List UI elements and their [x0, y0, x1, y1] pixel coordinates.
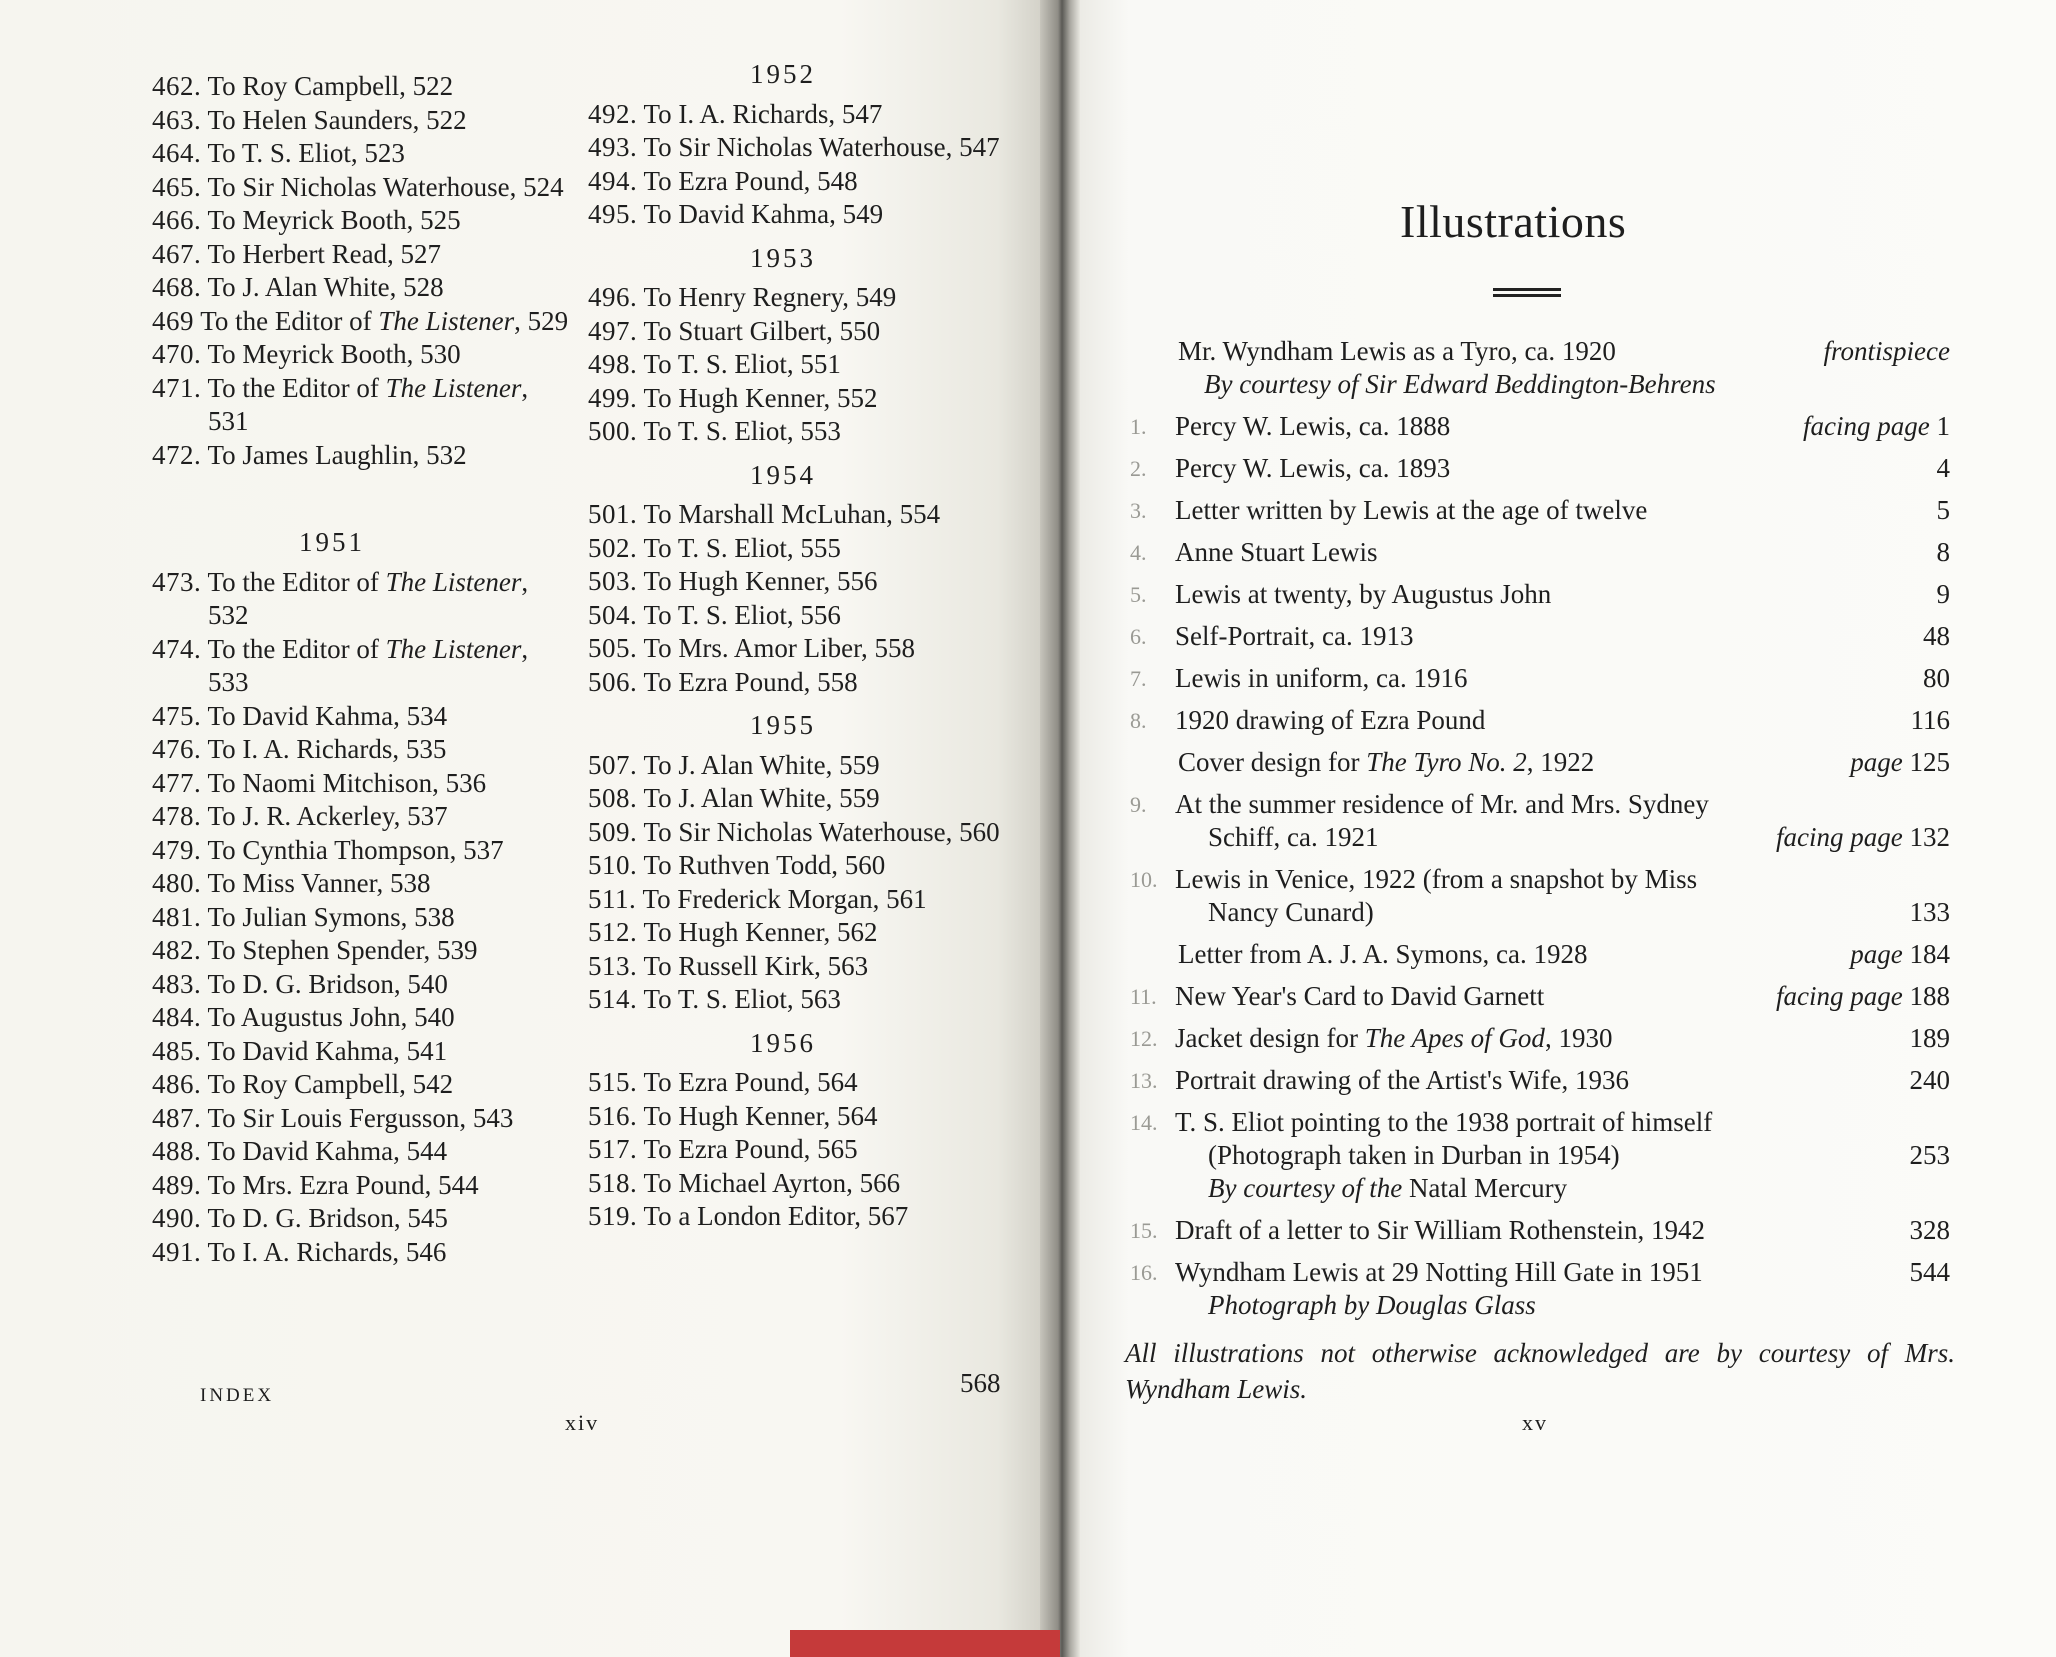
letter-entry [152, 700, 572, 734]
letter-entry [152, 372, 572, 439]
letter-entry [152, 305, 572, 339]
letter-number: 497. [588, 315, 638, 346]
letter-text: To David Kahma, 534 [207, 700, 448, 731]
letter-text-post: , 533 [208, 633, 529, 697]
letter-number: 491. [152, 1236, 202, 1267]
letter-text: To T. S. Eliot, 556 [643, 599, 841, 630]
illustration-page: 9 [1936, 579, 1950, 609]
illustration-page: 4 [1936, 453, 1950, 483]
letter-text-pre: To the Editor of [207, 633, 386, 664]
illustration-text: Lewis in uniform, ca. 1916 [1175, 663, 1468, 693]
letter-text: To Meyrick Booth, 530 [207, 339, 461, 369]
letter-text: To T. S. Eliot, 563 [643, 984, 841, 1014]
page-folio-left: xiv [565, 1410, 600, 1435]
letter-number: 477. [152, 767, 202, 798]
letter-number: 490. [152, 1203, 202, 1233]
letter-number: 514. [588, 984, 638, 1014]
letter-number: 518. [588, 1167, 638, 1198]
illustration-number: 1. [1130, 414, 1147, 439]
illustration-page-cell [1937, 578, 1951, 611]
letter-entry [588, 131, 1008, 165]
letter-entry [152, 800, 572, 834]
letter-entry [152, 633, 572, 700]
illustration-number: 2. [1130, 456, 1147, 481]
letter-entry [588, 198, 1008, 232]
letter-text-it: The Listener [385, 633, 522, 664]
letter-entry [588, 532, 1008, 566]
letter-number: 463. [152, 104, 202, 135]
illustration-credit: Photograph by Douglas Glass [1208, 1290, 1536, 1320]
letter-number: 501. [588, 499, 638, 529]
letter-number: 462. [152, 71, 202, 101]
cover-design-post: , 1922 [1526, 747, 1595, 777]
letter-text: To Stephen Spender, 539 [207, 935, 478, 965]
illustration-page: 1 [1936, 411, 1950, 441]
illustration-row [1130, 410, 1950, 443]
year-heading-1953: 1953 [750, 242, 816, 273]
illustration-page: 328 [1909, 1215, 1950, 1245]
contents-column-b [588, 58, 1008, 1234]
letter-text: To a London Editor, 567 [643, 1201, 909, 1231]
letter-text: To David Kahma, 541 [207, 1035, 448, 1066]
illustration-page-cell [1937, 494, 1951, 527]
letter-text: To David Kahma, 544 [207, 1136, 448, 1166]
symons-letter-row [1130, 938, 1950, 971]
letter-entry [152, 867, 572, 901]
letter-text: To D. G. Bridson, 545 [207, 1203, 448, 1233]
letter-text: To Sir Louis Fergusson, 543 [207, 1102, 514, 1133]
letter-number: 481. [152, 901, 202, 932]
title-rule [1493, 288, 1561, 297]
letter-number: 472. [152, 439, 202, 470]
letter-entry [588, 165, 1008, 199]
letter-text-pre: To the Editor of [207, 566, 386, 597]
letter-entry [152, 1068, 572, 1102]
letter-number: 499. [588, 382, 638, 413]
letter-number: 495. [588, 199, 638, 229]
symons-letter-page-label: page [1850, 939, 1903, 969]
book-cover-edge [790, 1630, 1060, 1657]
illustration-text-line2: Schiff, ca. 1921 [1208, 822, 1379, 852]
letter-entry [152, 338, 572, 372]
letter-text: To Mrs. Amor Liber, 558 [643, 633, 916, 663]
illustration-number: 16. [1130, 1260, 1158, 1285]
letter-number: 504. [588, 599, 638, 630]
cover-design-row [1130, 746, 1950, 779]
letter-text: To T. S. Eliot, 551 [643, 349, 841, 379]
letter-entry [152, 204, 572, 238]
letter-number: 485. [152, 1035, 202, 1066]
illustration-page: 240 [1909, 1065, 1950, 1095]
letter-entry [152, 70, 572, 104]
letter-entry [588, 666, 1008, 700]
letter-text: To T. S. Eliot, 555 [643, 532, 841, 563]
illustration-number: 7. [1130, 666, 1147, 691]
illustration-page-label: facing page [1776, 822, 1903, 852]
illustration-text: Draft of a letter to Sir William Rothenstein, 1942 [1175, 1215, 1706, 1245]
year-heading-1952: 1952 [750, 59, 816, 89]
letter-text: To Cynthia Thompson, 537 [207, 834, 504, 865]
letter-text: To Hugh Kenner, 556 [643, 566, 878, 596]
illustration-text: Letter written by Lewis at the age of twelve [1175, 495, 1648, 525]
index-label: INDEX [200, 1385, 275, 1406]
letter-text-post: , 532 [208, 566, 529, 630]
letter-text: To I. A. Richards, 547 [643, 98, 883, 129]
letter-text: To D. G. Bridson, 540 [207, 968, 448, 999]
illustration-page: 188 [1909, 981, 1950, 1011]
letter-text: To Miss Vanner, 538 [207, 868, 431, 898]
letter-number: 508. [588, 783, 638, 813]
letter-text: To Sir Nicholas Waterhouse, 524 [207, 171, 564, 202]
letter-entry [152, 271, 572, 305]
letter-number: 465. [152, 171, 202, 202]
illustration-number: 10. [1130, 867, 1158, 892]
illustration-credit [1208, 1172, 1950, 1205]
illustration-number: 12. [1130, 1026, 1158, 1051]
letter-entry [152, 934, 572, 968]
illustration-text-line1: T. S. Eliot pointing to the 1938 portrait of himself [1175, 1107, 1713, 1137]
letter-text: To J. Alan White, 528 [207, 272, 444, 302]
letter-text: To T. S. Eliot, 553 [643, 416, 841, 446]
letter-entry [588, 315, 1008, 349]
year-heading-1954: 1954 [750, 459, 816, 490]
letter-number: 502. [588, 532, 638, 563]
letter-number: 482. [152, 935, 202, 965]
letter-entry [588, 749, 1008, 783]
letter-text-it: The Listener [385, 566, 522, 597]
illustration-number: 8. [1130, 708, 1147, 733]
illustration-number: 3. [1130, 498, 1147, 523]
illustration-page-cell [1923, 662, 1950, 695]
letter-entry [152, 1102, 572, 1136]
letter-text: To Naomi Mitchison, 536 [207, 767, 487, 798]
illustration-page: 116 [1910, 705, 1950, 735]
letter-text: To Julian Symons, 538 [207, 901, 455, 932]
illustration-row [1130, 620, 1950, 653]
illustration-text-pre: Jacket design for [1175, 1023, 1365, 1053]
letter-text: To Ezra Pound, 565 [643, 1134, 858, 1164]
letter-entry [152, 238, 572, 272]
letter-entry [588, 1133, 1008, 1167]
illustration-page-label: facing page [1776, 981, 1903, 1011]
illustration-row [1130, 578, 1950, 611]
illustration-page: 132 [1909, 822, 1950, 852]
letter-entry [588, 849, 1008, 883]
letter-entry [152, 137, 572, 171]
illustration-page: 5 [1936, 495, 1950, 525]
letter-entry [588, 950, 1008, 984]
illustration-page-cell [1937, 452, 1951, 485]
frontispiece-credit: By courtesy of Sir Edward Beddington-Behrens [1204, 369, 1716, 399]
illustration-page: 189 [1909, 1023, 1950, 1053]
letter-entry [588, 348, 1008, 382]
illustration-row-15 [1130, 1214, 1950, 1247]
frontispiece-row [1130, 335, 1950, 401]
book-gutter [1040, 0, 1080, 1657]
illustration-text-line2: (Photograph taken in Durban in 1954) [1208, 1140, 1620, 1170]
year-heading-1956: 1956 [750, 1027, 816, 1058]
illustration-number: 6. [1130, 624, 1147, 649]
letter-entry [588, 498, 1008, 532]
letter-text: To Meyrick Booth, 525 [207, 205, 461, 235]
illustration-page-label: facing page [1803, 411, 1930, 441]
letter-number: 492. [588, 98, 638, 129]
letter-number: 500. [588, 416, 638, 446]
letter-text: To J. Alan White, 559 [643, 783, 880, 813]
illustration-row-10 [1130, 863, 1950, 929]
illustration-credit-roman: Natal Mercury [1408, 1173, 1568, 1203]
letter-number: 494. [588, 165, 638, 196]
letter-entry [152, 1001, 572, 1035]
letter-entry [152, 1202, 572, 1236]
illustration-row [1130, 704, 1950, 737]
illustration-page: 133 [1909, 897, 1950, 927]
illustration-number: 14. [1130, 1110, 1158, 1135]
letter-text: To Ruthven Todd, 560 [643, 850, 886, 880]
letter-text-it: The Listener [378, 305, 515, 336]
letter-text: To Hugh Kenner, 552 [643, 382, 878, 413]
letter-entry [588, 98, 1008, 132]
letter-text-it: The Listener [385, 372, 522, 403]
letter-entry [588, 382, 1008, 416]
illustration-page-cell [1911, 704, 1951, 737]
illustration-credit-italic: By courtesy of the [1208, 1173, 1409, 1203]
letter-entry [152, 968, 572, 1002]
letter-text: To Stuart Gilbert, 550 [643, 315, 881, 346]
letter-text: To Marshall McLuhan, 554 [643, 499, 941, 529]
page-title: Illustrations [1400, 196, 1627, 247]
letter-number: 506. [588, 666, 638, 697]
letter-number: 483. [152, 968, 202, 999]
letter-number: 493. [588, 132, 638, 162]
illustration-number: 11. [1130, 984, 1157, 1009]
illustration-number: 9. [1130, 792, 1147, 817]
illustrations-list [1130, 335, 1950, 1331]
illustration-number: 5. [1130, 582, 1147, 607]
illustration-number: 15. [1130, 1218, 1158, 1243]
letter-entry [152, 171, 572, 205]
letter-number: 471. [152, 372, 202, 403]
symons-letter-text: Letter from A. J. A. Symons, ca. 1928 [1178, 939, 1588, 969]
illustration-text-line1: At the summer residence of Mr. and Mrs. Sydney [1175, 789, 1709, 819]
letter-number: 484. [152, 1002, 202, 1032]
letter-number: 498. [588, 349, 638, 379]
letter-text: To Roy Campbell, 522 [207, 71, 454, 101]
letter-entry [152, 566, 572, 633]
illustration-text: 1920 drawing of Ezra Pound [1175, 705, 1486, 735]
illustration-row [1130, 452, 1950, 485]
letter-text-pre: To the Editor of [200, 305, 379, 336]
letter-entry [588, 415, 1008, 449]
letter-text: To I. A. Richards, 546 [207, 1236, 447, 1267]
letter-number: 487. [152, 1102, 202, 1133]
illustration-row [1130, 494, 1950, 527]
letter-text: To Helen Saunders, 522 [207, 104, 467, 135]
illustration-row [1130, 536, 1950, 569]
letter-text: To James Laughlin, 532 [207, 439, 467, 470]
letter-entry [152, 901, 572, 935]
illustration-row-13 [1130, 1064, 1950, 1097]
letter-text: To I. A. Richards, 535 [207, 734, 447, 764]
letter-text: To Ezra Pound, 548 [643, 165, 858, 196]
letter-entry [588, 883, 1008, 917]
illustration-number: 4. [1130, 540, 1147, 565]
letter-number: 489. [152, 1169, 202, 1200]
illustration-text-post: , 1930 [1544, 1023, 1613, 1053]
letter-text: To Sir Nicholas Waterhouse, 547 [643, 132, 1000, 162]
letter-text: To Hugh Kenner, 564 [643, 1100, 878, 1131]
letter-text: To David Kahma, 549 [643, 199, 884, 229]
letter-number: 464. [152, 138, 202, 168]
letter-number: 470. [152, 339, 202, 369]
letter-number: 473. [152, 566, 202, 597]
letter-number: 510. [588, 850, 638, 880]
letter-text: To Mrs. Ezra Pound, 544 [207, 1169, 479, 1200]
letter-text: To Ezra Pound, 558 [643, 666, 858, 697]
cover-design-title: The Tyro No. 2 [1366, 747, 1527, 777]
letter-entry [152, 767, 572, 801]
contents-column-a [152, 70, 572, 1269]
letter-text-post: , 529 [514, 305, 569, 336]
letter-number: 505. [588, 633, 638, 663]
illustration-text-title: The Apes of God [1364, 1023, 1545, 1053]
index-page-number: 568 [960, 1368, 1001, 1398]
letter-text: To Augustus John, 540 [207, 1002, 455, 1032]
letter-number: 519. [588, 1201, 638, 1231]
letter-number: 475. [152, 700, 202, 731]
letter-number: 503. [588, 566, 638, 596]
letter-entry [588, 281, 1008, 315]
letter-entry [588, 782, 1008, 816]
letter-text: To Frederick Morgan, 561 [642, 883, 927, 914]
letter-text: To T. S. Eliot, 523 [207, 138, 405, 168]
illustration-row-11 [1130, 980, 1950, 1013]
letter-number: 513. [588, 950, 638, 981]
letter-number: 469 [152, 305, 194, 336]
letter-text: To Henry Regnery, 549 [643, 282, 897, 312]
letter-entry [152, 1236, 572, 1270]
illustration-text-line1: Lewis in Venice, 1922 (from a snapshot by Miss [1175, 864, 1698, 894]
cover-design-page-label: page [1850, 747, 1903, 777]
letter-number: 466. [152, 205, 202, 235]
letter-entry [152, 1035, 572, 1069]
letter-entry [588, 1100, 1008, 1134]
symons-letter-page: 184 [1909, 939, 1950, 969]
letter-entry [588, 1200, 1008, 1234]
letter-number: 515. [588, 1067, 638, 1097]
letter-entry [152, 1135, 572, 1169]
letter-number: 479. [152, 834, 202, 865]
illustration-text: Portrait drawing of the Artist's Wife, 1936 [1175, 1065, 1629, 1095]
letter-number: 488. [152, 1136, 202, 1166]
illustration-text-line2: Nancy Cunard) [1208, 897, 1374, 927]
illustration-row [1130, 662, 1950, 695]
illustration-text: Anne Stuart Lewis [1175, 537, 1378, 567]
illustration-number: 13. [1130, 1068, 1158, 1093]
cover-design-pre: Cover design for [1178, 747, 1367, 777]
illustration-page-cell [1803, 410, 1950, 443]
letter-number: 511. [588, 883, 637, 914]
letter-text: To J. Alan White, 559 [643, 749, 880, 780]
letter-entry [588, 983, 1008, 1017]
cover-design-page: 125 [1909, 747, 1950, 777]
illustration-text: Lewis at twenty, by Augustus John [1175, 579, 1552, 609]
illustration-page: 48 [1923, 621, 1950, 651]
illustration-page: 80 [1923, 663, 1950, 693]
illustration-row-12 [1130, 1022, 1950, 1055]
year-heading-1951: 1951 [299, 527, 365, 557]
illustration-row-16 [1130, 1256, 1950, 1322]
illustration-page: 8 [1936, 537, 1950, 567]
letter-text: To Russell Kirk, 563 [643, 950, 869, 981]
letter-number: 507. [588, 749, 638, 780]
illustration-page: 253 [1909, 1140, 1950, 1170]
letter-text-pre: To the Editor of [207, 372, 386, 403]
illustration-text: Percy W. Lewis, ca. 1893 [1175, 453, 1451, 483]
illustration-row-9 [1130, 788, 1950, 854]
letter-entry [588, 916, 1008, 950]
letter-number: 517. [588, 1134, 638, 1164]
letter-entry [152, 733, 572, 767]
illustration-page: 544 [1909, 1257, 1950, 1287]
letter-entry [152, 104, 572, 138]
year-heading-1955: 1955 [750, 710, 816, 740]
illustration-text: Wyndham Lewis at 29 Notting Hill Gate in 1951 [1175, 1257, 1703, 1287]
letter-number: 476. [152, 734, 202, 764]
letter-number: 512. [588, 917, 638, 947]
letter-entry [588, 1066, 1008, 1100]
letter-entry [588, 632, 1008, 666]
letter-number: 478. [152, 801, 202, 831]
illustration-page-cell [1937, 536, 1951, 569]
letter-number: 468. [152, 272, 202, 302]
letter-text: To Michael Ayrton, 566 [643, 1167, 901, 1198]
letter-number: 496. [588, 282, 638, 312]
letter-entry [152, 1169, 572, 1203]
letter-entry [588, 565, 1008, 599]
illustration-text: Percy W. Lewis, ca. 1888 [1175, 411, 1451, 441]
frontispiece-text: Mr. Wyndham Lewis as a Tyro, ca. 1920 [1178, 336, 1616, 366]
illustration-text: Self-Portrait, ca. 1913 [1175, 621, 1414, 651]
letter-text-post: , 531 [208, 372, 529, 436]
letter-text: To Herbert Read, 527 [207, 238, 442, 269]
letter-number: 480. [152, 868, 202, 898]
illustration-page-cell [1923, 620, 1950, 653]
illustration-row-14 [1130, 1106, 1950, 1205]
letter-number: 474. [152, 633, 202, 664]
letter-number: 486. [152, 1069, 202, 1099]
letter-text: To Sir Nicholas Waterhouse, 560 [643, 816, 1000, 847]
letter-entry [588, 1167, 1008, 1201]
page-folio-right: xv [1522, 1410, 1548, 1435]
letter-text: To J. R. Ackerley, 537 [207, 801, 448, 831]
letter-entry [152, 834, 572, 868]
acknowledgement-note: All illustrations not otherwise acknowledged are by courtesy of Mrs. Wyndham Lewis. [1125, 1338, 1955, 1404]
frontispiece-page: frontispiece [1823, 336, 1950, 366]
letter-entry [152, 439, 572, 473]
letter-text: To Hugh Kenner, 562 [643, 917, 878, 947]
letter-number: 509. [588, 816, 638, 847]
letter-entry [588, 599, 1008, 633]
letter-number: 467. [152, 238, 202, 269]
letter-text: To Ezra Pound, 564 [643, 1067, 858, 1097]
illustration-text: New Year's Card to David Garnett [1175, 981, 1545, 1011]
letter-number: 516. [588, 1100, 638, 1131]
letter-entry [588, 816, 1008, 850]
letter-text: To Roy Campbell, 542 [207, 1069, 454, 1099]
